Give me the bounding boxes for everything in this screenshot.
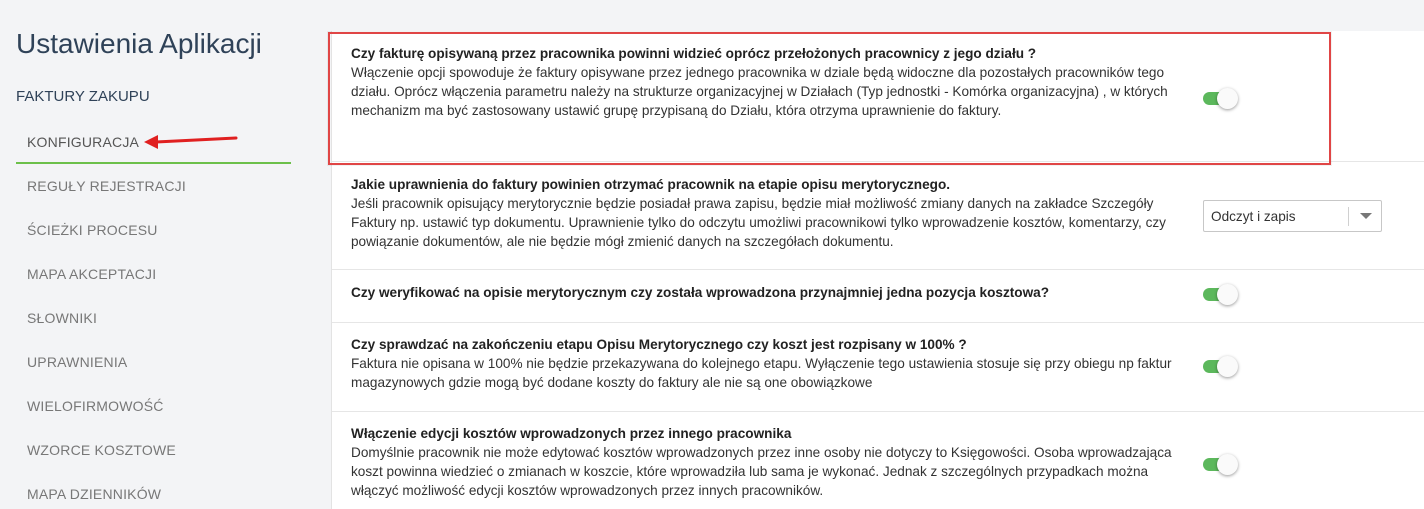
sidebar [0, 0, 310, 509]
setting-description: Faktura nie opisana w 100% nie będzie przekazywana do kolejnego etapu. Wyłączenie tego ustawienia stosuje się przy obiegu np faktur magazynowych gdzie mogą być dodane koszty do faktury ale nie są one obowiązkowe [351, 356, 1172, 390]
sidebar-item-mapa-dziennikow[interactable]: MAPA DZIENNIKÓW [27, 486, 162, 502]
setting-title: Czy fakturę opisywaną przez pracownika powinni widzieć oprócz przełożonych pracownicy z jego działu ? [351, 46, 1037, 61]
setting-row [332, 412, 1424, 509]
sidebar-item-sciezki-procesu[interactable]: ŚCIEŻKI PROCESU [27, 222, 158, 238]
setting-text [351, 335, 1181, 392]
setting-text [351, 283, 1181, 302]
toggle-knob [1217, 88, 1238, 109]
setting-description: Włączenie opcji spowoduje że faktury opisywane przez jednego pracownika w dziale będą widoczne dla pozostałych pracowników tego działu. Oprócz włączenia parametru należy na strukturze organizacyjnej w Działach (Typ jednostki - Komórka organizacyjna) , w których mechanizm ma być zastosowany ustawić grupę przypisaną do Działu, która otrzyma uprawnienie do faktury. [351, 65, 1168, 118]
setting-title: Czy sprawdzać na zakończeniu etapu Opisu Merytorycznego czy koszt jest rozpisany w 100% ? [351, 337, 967, 352]
sidebar-item-wielofirmowosc[interactable]: WIELOFIRMOWOŚĆ [27, 398, 164, 414]
sidebar-item-uprawnienia[interactable]: UPRAWNIENIA [27, 354, 128, 370]
select-divider [1348, 207, 1349, 226]
toggle-knob [1217, 454, 1238, 475]
sidebar-item-slowniki[interactable]: SŁOWNIKI [27, 310, 98, 326]
sidebar-item-mapa-akceptacji[interactable]: MAPA AKCEPTACJI [27, 266, 157, 282]
toggle-knob [1217, 284, 1238, 305]
department-visibility-toggle[interactable] [1202, 88, 1239, 108]
red-arrow-annotation-icon [142, 131, 238, 151]
setting-description: Jeśli pracownik opisujący merytorycznie będzie posiadał prawa zapisu, będzie miał możliwość zmiany danych na zakładce Szczegóły Faktury np. ustawić typ dokumentu. Uprawnienie tylko do odczytu umożliwi pracownikowi tylko wprowadzenie kosztów, komentarzy, czy powiązanie dokumentów, ale nie będzie mógł zmienić danych na szczegółach dokumentu. [351, 196, 1166, 249]
setting-row [332, 31, 1424, 162]
sidebar-item-reguly-rejestracji[interactable]: REGUŁY REJESTRACJI [27, 178, 186, 194]
setting-row [332, 323, 1424, 412]
cost-100-percent-toggle[interactable] [1202, 356, 1239, 376]
chevron-down-icon [1360, 213, 1372, 219]
setting-title: Czy weryfikować na opisie merytorycznym czy została wprowadzona przynajmniej jedna pozycja kosztowa? [351, 285, 1050, 300]
setting-text [351, 175, 1181, 251]
setting-description: Domyślnie pracownik nie może edytować kosztów wprowadzonych przez inne osoby nie dotyczy to Księgowości. Osoba wprowadzająca koszt powinna wiedzieć o zmianach w koszcie, które wprowadziła lub sama je wykonać. Jednak z szczególnych przypadkach można włączyć możliwość edycji kosztów wprowadzonych przez innych pracowników. [351, 445, 1172, 498]
setting-text [351, 44, 1181, 120]
select-value: Odczyt i zapis [1211, 209, 1296, 224]
setting-title: Włączenie edycji kosztów wprowadzonych przez innego pracownika [351, 426, 792, 441]
sidebar-item-konfiguracja[interactable]: KONFIGURACJA [16, 120, 291, 164]
section-title: FAKTURY ZAKUPU [16, 88, 150, 105]
sidebar-item-wzorce-kosztowe[interactable]: WZORCE KOSZTOWE [27, 442, 176, 458]
setting-text [351, 424, 1181, 500]
cost-item-verification-toggle[interactable] [1202, 284, 1239, 304]
setting-row [332, 270, 1424, 323]
settings-panel [331, 31, 1424, 509]
app-title: Ustawienia Aplikacji [16, 28, 262, 59]
setting-row [332, 162, 1424, 270]
setting-title: Jakie uprawnienia do faktury powinien otrzymać pracownik na etapie opisu merytorycznego. [351, 177, 951, 192]
sidebar-nav [16, 120, 291, 509]
edit-others-costs-toggle[interactable] [1202, 454, 1239, 474]
toggle-knob [1217, 356, 1238, 377]
permission-select[interactable] [1203, 200, 1382, 232]
